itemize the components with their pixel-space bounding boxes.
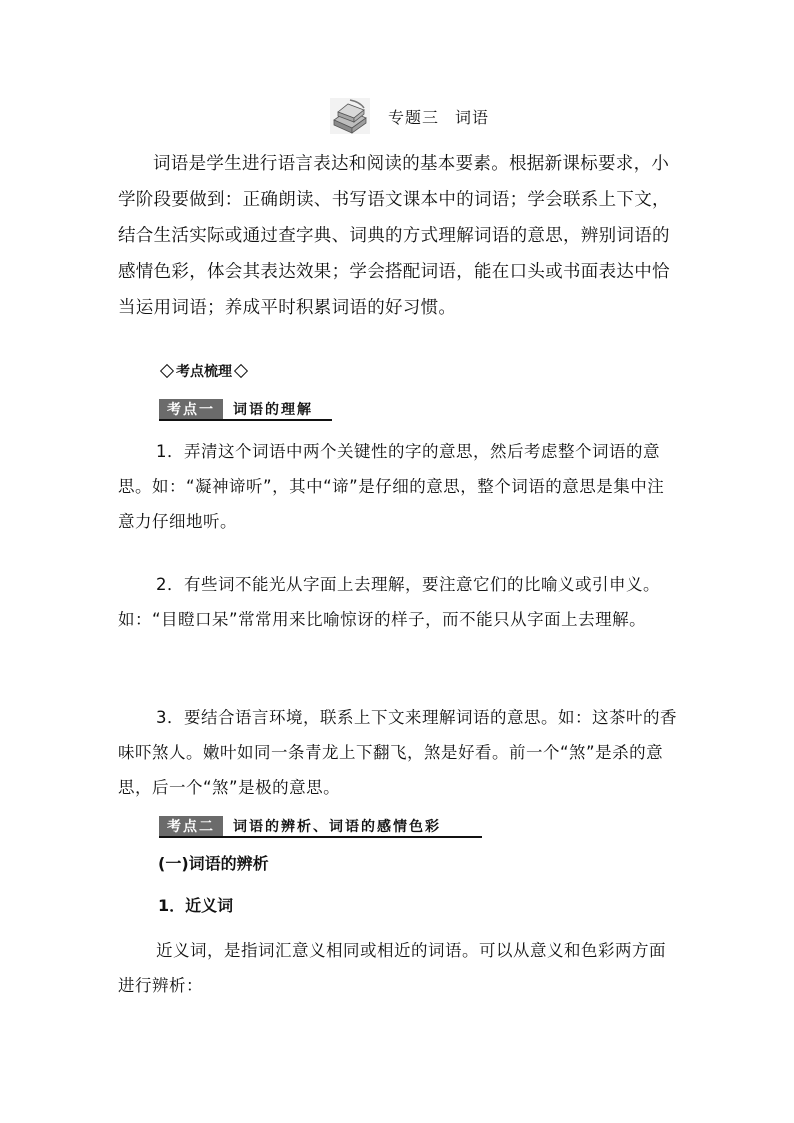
topic-name: 词语 <box>455 107 490 127</box>
section-two-title: 词语的辨析、词语的感情色彩 <box>233 819 441 835</box>
section-one-title: 词语的理解 <box>233 402 313 418</box>
title-row <box>330 96 489 136</box>
section-one-bar <box>159 399 332 421</box>
kaodian-label: 考点梳理 <box>176 364 232 380</box>
books-icon <box>330 98 370 134</box>
page-title <box>388 105 489 128</box>
section-one-tag: 考点一 <box>159 399 223 419</box>
section-two-tag: 考点二 <box>159 816 223 836</box>
point-three: 3．要结合语言环境，联系上下文来理解词语的意思。如：这茶叶的香味吓煞人。嫩叶如同一条青龙上下翻飞，煞是好看。前一个“煞”是杀的意思，后一个“煞”是极的意思。 <box>118 708 677 797</box>
point-two: 2．有些词不能光从字面上去理解，要注意它们的比喻义或引申义。如：“目瞪口呆”常常用来比喻惊讶的样子，而不能只从字面上去理解。 <box>118 575 660 629</box>
item-text: 近义词，是指词汇意义相同或相近的词语。可以从意义和色彩两方面进行辨析： <box>118 941 666 995</box>
kaodian-heading <box>158 361 250 381</box>
intro-paragraph: 词语是学生进行语言表达和阅读的基本要素。根据新课标要求，小学阶段要做到：正确朗读、书写语文课本中的词语；学会联系上下文，结合生活实际或通过查字典、词典的方式理解词语的意思，辨别词语的感情色彩，体会其表达效果；学会搭配词语，能在口头或书面表达中恰当运用词语；养成平时积累词语的好习惯。 <box>118 154 670 318</box>
topic-label: 专题三 <box>388 107 440 127</box>
diamond-icon <box>160 364 174 378</box>
item-heading: 1．近义词 <box>158 896 234 915</box>
point-one: 1．弄清这个词语中两个关键性的字的意思，然后考虑整个词语的意思。如：“凝神谛听”，其中“谛”是仔细的意思，整个词语的意思是集中注意力仔细地听。 <box>118 442 665 531</box>
diamond-icon <box>234 364 248 378</box>
sub-heading: (一)词语的辨析 <box>158 854 269 873</box>
section-two-bar <box>159 816 482 838</box>
